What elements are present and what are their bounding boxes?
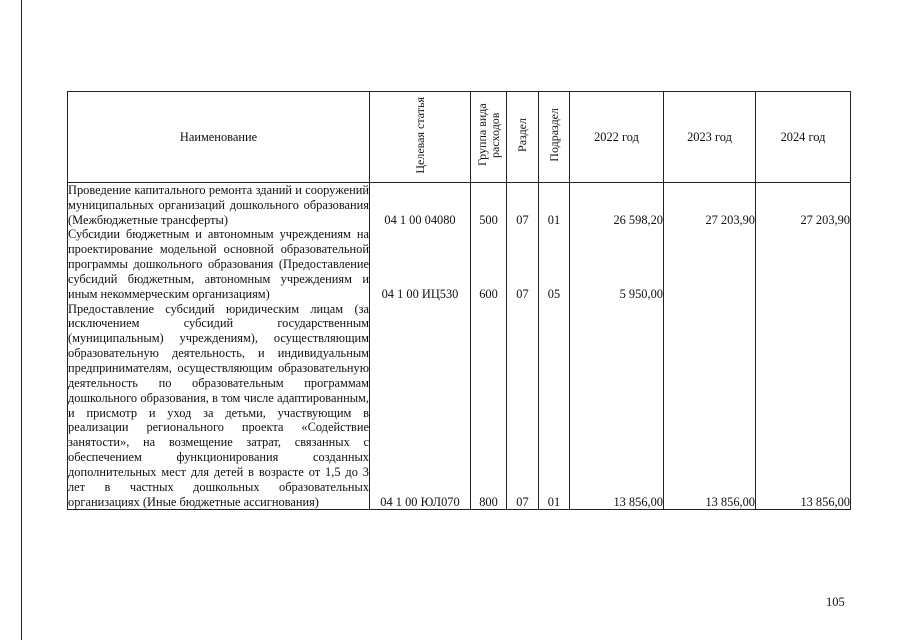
budget-table (67, 91, 851, 510)
row-name: Субсидии бюджетным и автономным учреждениям на проектирование модельной основной образовательной программы дошкольного образования (Предоставление субсидий бюджетным, автономным учреждениям и иным некоммерческим организациям) (68, 227, 369, 301)
row-target-article: 04 1 00 ЮЛ070 (370, 302, 471, 510)
header-2024: 2024 год (756, 92, 851, 183)
row-amount-2023 (664, 227, 756, 301)
table-header-row (68, 92, 851, 183)
header-name: Наименование (68, 92, 370, 183)
row-name: Предоставление субсидий юридическим лицам (за исключением субсидий государственным (муниципальным) учреждениям), осуществляющим образовательную деятельность, и индивидуальным предпринимателям, осуществляющим образовательную деятельность по образовательным программам дошкольного образования, в том числе адаптированным, и присмотр и уход за детьми, участвующим в реализации регионального проекта «Содействие занятости», на возмещение затрат, связанных с обеспечением функционирования созданных дополнительных мест для детей в возрасте от 1,5 до 3 лет в частных дошкольных образовательных организациях (Иные бюджетные ассигнования) (68, 301, 369, 509)
page-number: 105 (826, 595, 845, 609)
row-section: 07 (507, 227, 539, 301)
row-subsection: 01 (539, 182, 570, 227)
row-amount-2023: 27 203,90 (664, 182, 756, 227)
row-expense-group: 600 (471, 227, 507, 301)
header-section: Раздел (507, 92, 539, 183)
table-row (68, 182, 851, 227)
margin-line (21, 0, 22, 640)
header-2022: 2022 год (570, 92, 664, 183)
header-target-article: Целевая статья (370, 92, 471, 183)
row-amount-2024: 27 203,90 (756, 182, 851, 227)
row-name: Проведение капитального ремонта зданий и сооружений муниципальных организаций дошкольного образования (Межбюджетные трансферты) (68, 182, 369, 227)
row-expense-group: 500 (471, 182, 507, 227)
row-amount-2024 (756, 227, 851, 301)
table-row (68, 302, 851, 510)
header-subsection: Подраздел (539, 92, 570, 183)
table-row (68, 227, 851, 301)
row-section: 07 (507, 302, 539, 510)
row-target-article: 04 1 00 ИЦ530 (370, 227, 471, 301)
row-subsection: 05 (539, 227, 570, 301)
row-section: 07 (507, 182, 539, 227)
row-amount-2022: 5 950,00 (570, 227, 664, 301)
row-amount-2024: 13 856,00 (756, 302, 851, 510)
row-amount-2023: 13 856,00 (664, 302, 756, 510)
row-subsection: 01 (539, 302, 570, 510)
row-target-article: 04 1 00 04080 (370, 182, 471, 227)
header-2023: 2023 год (664, 92, 756, 183)
header-expense-group: Группа вида расходов (471, 92, 507, 183)
row-amount-2022: 13 856,00 (570, 302, 664, 510)
row-expense-group: 800 (471, 302, 507, 510)
row-amount-2022: 26 598,20 (570, 182, 664, 227)
